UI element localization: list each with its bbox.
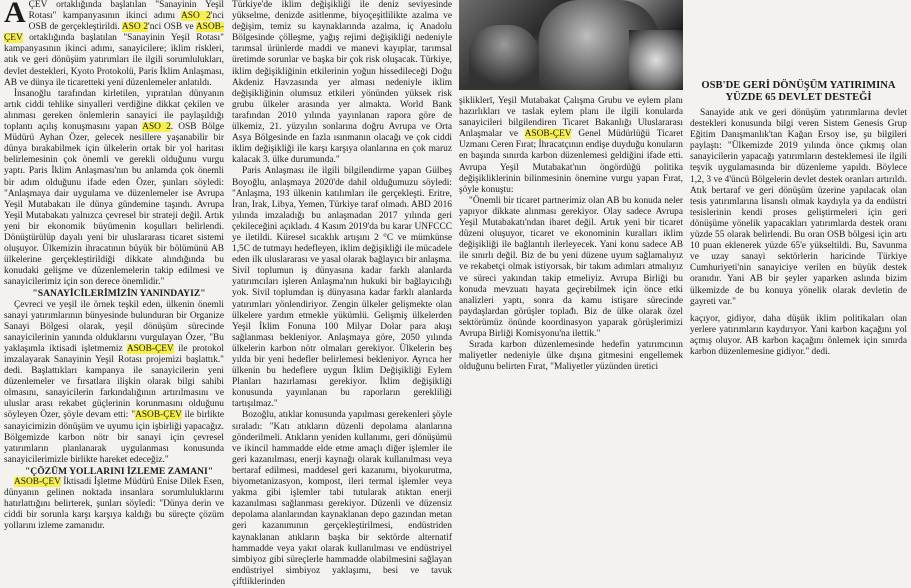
highlight-asob-cev: ASOB-ÇEV — [135, 410, 182, 421]
article-photo — [459, 0, 683, 90]
text: Çevreci ve yeşil ile örnek teşkil eden, ülkenin önemli sanayi yatırımlarının bünyesinde bulunduran bir Organize Sanayi Bölgesi olarak, yeşil dönüşüm sürecinde sanayicilerinin yanında olduklarını vurgulayan Özer, "Bu yaklaşımla iktisadi işletmemiz — [4, 299, 224, 354]
paragraph: Bozoğlu, atıklar konusunda yapılması gerekenleri şöyle sıraladı: "Katı atıkların düzenli depolama alanlarına gönderilmeli. Atıkların yeniden kullanımı, geri dönüşümü ve ikincil hammadde elde etme amaçlı diğer işlemler ile geri kazanılması, enerji kaynağı olarak kullanılması veya bertaraf edilmesi, maddesel geri kazanımı, biyokurutma, biyometanizasyon, kompost, ileri termal işlemler veya yakma gibi işlemler tabi tutularak atıktan enerji kazanılması sağlanması gerekiyor. Düzenli ve düzensiz depolama alanlarından kaynaklanan depo gazından metan geri kazanımının gerçekleştirilmesi, endüstriden kaynaklanan atıkların başka bir sektörde alternatif hammadde veya yakıt olarak kullanılması ve endüstriyel simbiyoz gibi süreçlerle hammadde olabilmesini sağlayan endüstriyel simbiyoz yaklaşımı, besi ve tavuk çiftliklerinden — [232, 410, 452, 587]
highlight-aso2: ASO 2 — [142, 122, 171, 133]
text: 'nci OSB ve — [148, 22, 196, 33]
text: İnsanoğlu tarafından kirletilen, yıpratılan dünyanın artık ciddi tehlike sinyalleri verdiğine dikkat çekilen ve alınması gereken önlemlerin sanayici ile paylaşıldığı toplantı açılış konuşmasını yapan — [4, 88, 224, 133]
section-title: OSB'DE GERİ DÖNÜŞÜM YATIRIMINA YÜZDE 65 DEVLET DESTEĞİ — [701, 80, 896, 104]
text: ile birlikte sanayicimizin dönüşüm ve uyumu için işbirliği yapacağız. Bölgemizde karbon nötr bir sanayi için çevresel yatırımların planlanarak uygulanması konusunda sanayicilerimizle birlikte hareket edeceğiz." — [4, 410, 224, 465]
paragraph — [459, 96, 683, 196]
paragraph — [4, 89, 224, 289]
text: . OSB Bölge Müdürü Ayhan Özer, gelecek nesillere yaşanabilir bir dünya bırakabilmek için ülkelerin ortak bir yol haritası belirlemesinin çok önemli ve gerekli olduğunu vurgu yaptı. Paris İklim Anlaşması'nın bu anlamda çok önemli bir adım olduğunu ifade eden Özer, şunları söyledi: "Anlaşmaya dair uygulama ve düzenlemeler ise Avrupa Yeşil Mutabakatı ile dünya gündemine taşındı. Avrupa Yeşil Mutabakatı yalnızca çevresel bir strateji değil. Artık yeni bir ekonomik büyümenin koşulları belirlendi. Dönüştürülüp dayalı yeni bir uluslararası ticaret sistemi oluşuyor. Ülkemizin ihracatının büyük bir bölümünü AB ülkelerine gerçekleştirildiği dikkate alındığında bu konudaki gelişme ve düzenlemelerin takip edilmesi ve sanayicilerimiz için son derece önemlidir." — [4, 122, 224, 288]
drop-cap: A — [4, 0, 26, 29]
column-1 — [4, 0, 224, 532]
subheading: "SANAYİCİLERİMİZİN YANINDAYIZ" — [32, 288, 206, 300]
highlight-aso2: ASO 2 — [121, 22, 149, 33]
photo-figure — [469, 25, 539, 90]
text: İktisadi İşletme Müdürü Enise Dilek Esen, dünyanın gelinen noktada insanlara sorumluluklarını hatırlattığını belirterek, şunları söyledi: "Dünya derin ve ciddi bir sorunla karşı karşıya kaldığı bu süreçte çözüm yollarını izleme zamanıdır. — [4, 477, 224, 532]
text: şikliklerī, Yeşil Mutabakat Çalışma Grubu ve eylem planı hazırlıkları ve taslak eylem planı ile ilgili konularda sanayicileri bilgilendiren Ticaret Bakanlığı Uluslararası Anlaşmalar ve — [459, 96, 683, 140]
paragraph: Sırada karbon düzenlemesinde hedefin yatırımcının maliyetler nedeniyle ülke dışına gitmesini engellemek olduğunu belirten Fırat, "Maliyetler yüzünden üretici — [459, 340, 683, 373]
highlight-asob-cev: ASOB-ÇEV — [4, 22, 224, 44]
highlight-asob-cev: ASOB-ÇEV — [126, 343, 174, 354]
highlight-aso2: ASO 2 — [181, 11, 211, 22]
paragraph — [4, 477, 224, 532]
text: ÇEV ortaklığında başlatılan "Sanayinin Yeşil Rotası" kampanyasının ikinci adımı — [28, 0, 224, 22]
highlight-asob-cev: ASOB-ÇEV — [14, 477, 61, 488]
column-4 — [690, 108, 907, 500]
text: ortaklığında başlatılan "Sanayinin Yeşil Rotası" kampanyasının ikinci adımı, sanayicilere; iklim riskleri, atık ve geri dönüşüm yatırımları ile ilgili sorumlulukları, devlet destekleri, Kyoto Protokolü, Paris İklim Anlaşması, AB ve dünya ile ticaretteki yeni düzenlemeler anlatıldı. — [4, 33, 224, 88]
paragraph: "Önemli bir ticaret partnerimiz olan AB bu konuda neler yapıyor dikkate alınması gerekiyor. Olay sadece Avrupa Yeşil Mutabakatı'ndan ibaret değil. Artık yeni bir ticaret düzeni oluşuyor, ticaret ve ekonominin kuralları iklim değişikliği ile bağlantılı ilerleyecek. Yani konu sadece AB ile sınırlı değil. Biz de bu yeni düzene uyum sağlamalıyız ve rekabetçi olmak istiyorsak, bir takım adımları atmalıyız ve süreci yakından takip etmeliyiz. Avrupa Birliği bu konuda mevzuatı hayata geçirebilmek için önce etki analizleri yaptı, sonra da kamu istişare sürecinde paydaşlardan görüşler toplađı. Biz de ülke olarak özel sektörümüz önünde koordinasyon yaparak görüşlerimizi Avrupa Birliği Komisyonu'na ilettik." — [459, 195, 683, 339]
intro-paragraph — [4, 0, 224, 89]
paragraph: Paris Anlaşması ile ilgili bilgilendirme yapan Gülbeş Boyoğlu, anlaşmaya 2020'de dahil olduğumuzu söyledi: "Anlaşma, 193 ülkenin katılımları ile gerçekleşti. Eritre, İran, Irak, Libya, Yemen, Türkiye taraf olmadı. ABD 2016 yılında imzaladığı bu anlaşmadan 2017 yılında geri çekileceğini açıkladı. 4 Kasım 2019'da bu karar UNFCCC ye iletildi. Küresel sıcaklık artışını 2 °C ve mümkünse 1,5C de tutmayı hedefleyen, iklim değişikliği ile mücadele eden ilk uluslararası ve yasal olarak bağlayıcı bir anlaşma. Sivil toplumun iş dünyasına kadar farklı alanlarda yatırımcıları işleren Anlaşma'nın hukuki bir bağlayıcılığı yok. Sivil toplumdan iş dünyasına kadar farklı alanlarda yatırımları yönlendiriyor. Zengin ülkeler gelişmekte olan ülkelere yardım etmekle yükümlü. Gelişmiş ülkelerden Yeşil İklim Fonuna 100 Milyar Dolar para akışı sağlanması bekleniyor. Anlaşmaya göre, 2050 yılında ülkelerin karbon nötr olmaları gerekiyor. Ülkelerin beş yılda bir yeni hedefler belirlemesi bekleniyor. Ayrıca her ülkenin bu hedeflere uygun İklim Değişikliği Eylem Planları hazırlaması gerekiyor. İklim değişikliği konusunda yayınlanan bu raporların gerekliliği tartışılmaz." — [232, 166, 452, 410]
highlight-asob-cev: ASOB-ÇEV — [524, 129, 572, 140]
paragraph: Türkiye'de iklim değişikliği ile deniz seviyesinde yükselme, denizde asitlenme, biyoçeşitlilikte azalma ve değişim, temiz su kaynaklarında azalma, iç Anadolu Bölgesinde çölleşme, yağış rejimi değişikliği nedeniyle tarımsal ürünlerde maddi ve manevi kayıplar, tarımsal üretimde sorunlar ve başka bir çok risk oluşacak. Türkiye, iklim değişikliğinin etkilerinin yoğun hissedileceği Doğu Akdeniz Havzasında yer alması nedeniyle iklim değişikliğinin olumsuz etkileri yönünden yüksek risk grubu ülkeler arasında yer almakta. World Bank tarafından 2010 yılında yayınlanan rapora göre de ülkemiz, 21. yüzyılın sonlarına doğru Avrupa ve Orta Asya Bölgesinde en fazla ısınmanın olacağı ve çok ciddi iklim değişikliği ile karşı karşıya olanlarına en çok maruz kalacak 3. ülke durumunda." — [232, 0, 452, 166]
column-2 — [232, 0, 452, 587]
paragraph — [4, 300, 224, 466]
text: ile protokol imzalayarak Sanayinin Yeşil Rotası projemizi başlattık." dedi. Başlattıkları kampanya ile sanayicilerin yeni düzenlemeler ve fırsatlara ilişkin olarak bilgi sahibi olmasını, sanayicilerin farkındalığının artırılmasını ve uluslar arası rekabet güçlerinin korunmasını olduğunu söyleyen Özer, şöyle devam etti: " — [4, 343, 224, 421]
subheading: "ÇÖZÜM YOLLARINI İZLEME ZAMANI" — [24, 465, 214, 477]
column-3 — [459, 96, 683, 500]
photo-figure — [629, 30, 683, 90]
paragraph: Sanayide atık ve geri dönüşüm yatırımlarına devlet destekleri konusunda bilgi veren Sistem Genesis Grup Eğitim Danışmanlık'tan Kağan Ersoy ise, şu bilgileri paylaştı: "Ülkemizde 2019 yılında önce çıkmış olan sanayicilerin yapacağı yatırımların desteklemesi ile ilgili teşvik uygulamasında bir düzenleme yapıldı. Böylece 1,2, 3 ve 4'üncü Bölgelerin devlet destek oranları artırıldı. Atık bertaraf ve geri dönüşüm üzerine yapılacak olan tesis yatırımlarına lisanslı olmak kaydıyla ya da endüstri tesislerinin kendi proses geliştirmeleri için geri dönüşüme yönelik yapacakları yatırımlarda destek oranı yüzde 55 olarak belirlendi. Bu oran OSB bölgesi için artı 10 puan eklenerek yüzde 65'e yükseltildi. Bu, Savunma ve uzay sanayi sektörlerin haricinde Türkiye Cumhuriyeti'nin sanayiciye verilen en büyük destek oranıdır. Yani AB bir şeyler yaparken aslında bizim ülkemizde de bu konuya yönelik olarak devletin de gayreti var." — [690, 108, 907, 307]
text: Genel Müdürlüğü Ticaret Uzmanı Ceren Fırat; İhracatçının endişe duyduğu konuların en başında sınırda karbon düzenlemesi geldiğini ifade etti. Avrupa Yeşil Mutabakat'nın öngördüğü politika değişikliklerinin bilinmesinin önemine vurgu yapan Fırat, şöyle konuştu: — [459, 129, 683, 195]
text: 'nci OSB de gerçekleştirildi. — [28, 11, 224, 33]
paragraph: kaçıyor, gidiyor, daha düşük iklim politikaları olan yerlere yatırımların kaydırıyor. Yani karbon kaçağını yol açmış oluyor. AB karbon kaçağını önlemek için sınırda karbon düzenlemesine gidiyor." dedi. — [690, 313, 907, 357]
